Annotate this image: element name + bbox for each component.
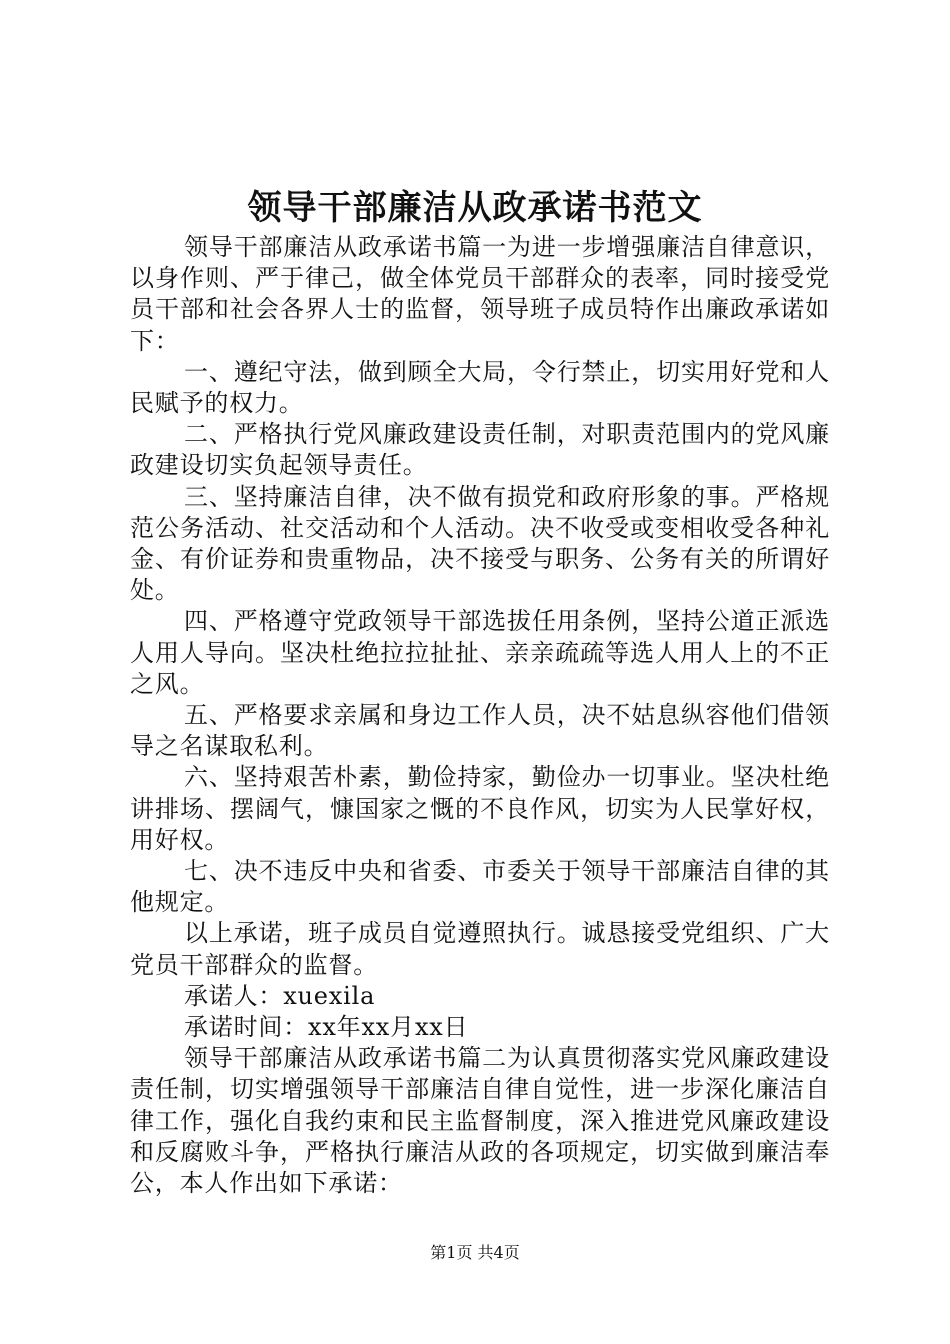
paragraph-item-4: 四、严格遵守党政领导干部选拔任用条例，坚持公道正派选人用人导向。坚决杜绝拉拉扯扯、亲亲疏疏等选人用人上的不正之风。 bbox=[130, 607, 830, 698]
paragraph-intro-1: 领导干部廉洁从政承诺书篇一为进一步增强廉洁自律意识，以身作则、严于律己，做全体党员干部群众的表率，同时接受党员干部和社会各界人士的监督，领导班子成员特作出廉政承诺如下： bbox=[130, 233, 830, 355]
document-title: 领导干部廉洁从政承诺书范文 bbox=[247, 188, 703, 228]
paragraph-item-1: 一、遵纪守法，做到顾全大局，令行禁止，切实用好党和人民赋予的权力。 bbox=[130, 357, 830, 418]
signatory-line: 承诺人：xuexila bbox=[184, 981, 376, 1010]
paragraph-intro-2: 领导干部廉洁从政承诺书篇二为认真贯彻落实党风廉政建设责任制，切实增强领导干部廉洁自律自觉性，进一步深化廉洁自律工作，强化自我约束和民主监督制度，深入推进党风廉政建设和反腐败斗争，严格执行廉洁从政的各项规定，切实做到廉洁奉公，本人作出如下承诺： bbox=[130, 1044, 830, 1198]
paragraph-item-6: 六、坚持艰苦朴素，勤俭持家，勤俭办一切事业。坚决杜绝讲排场、摆阔气，慷国家之慨的不良作风，切实为人民掌好权，用好权。 bbox=[130, 763, 830, 854]
date-line: 承诺时间：xx年xx月xx日 bbox=[184, 1013, 469, 1042]
page-footer: 第1页 共4页 bbox=[430, 1243, 520, 1262]
document-body bbox=[130, 232, 830, 1199]
paragraph-item-5: 五、严格要求亲属和身边工作人员，决不姑息纵容他们借领导之名谋取私利。 bbox=[130, 701, 830, 761]
paragraph-closing: 以上承诺，班子成员自觉遵照执行。诚恳接受党组织、广大党员干部群众的监督。 bbox=[130, 919, 830, 979]
paragraph-item-7: 七、决不违反中央和省委、市委关于领导干部廉洁自律的其他规定。 bbox=[130, 857, 830, 917]
paragraph-item-3: 三、坚持廉洁自律，决不做有损党和政府形象的事。严格规范公务活动、社交活动和个人活动。决不收受或变相收受各种礼金、有价证券和贵重物品，决不接受与职务、公务有关的所谓好处。 bbox=[130, 482, 830, 605]
paragraph-item-2: 二、严格执行党风廉政建设责任制，对职责范围内的党风廉政建设切实负起领导责任。 bbox=[130, 420, 830, 480]
